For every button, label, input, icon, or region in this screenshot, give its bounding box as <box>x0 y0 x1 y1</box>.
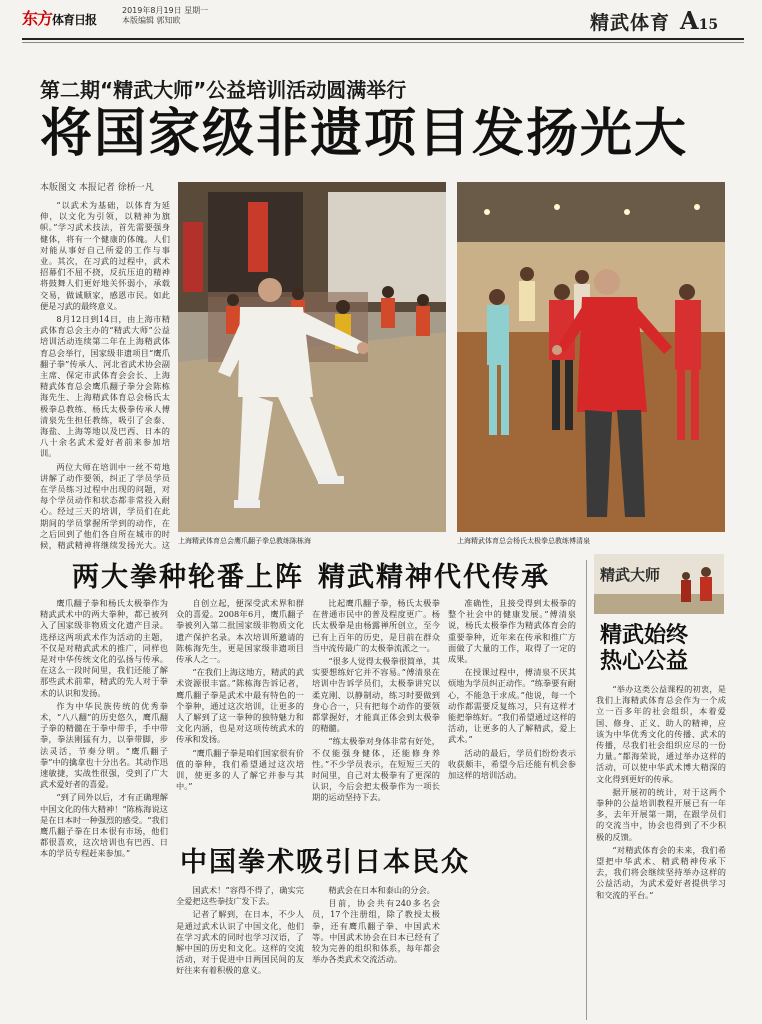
sidebar-divider <box>586 560 587 1020</box>
sidebar-logo-text: 精武大师 <box>600 566 661 584</box>
intro-paragraph: “以武术为基础，以体育为延伸，以文化为引领，以精神为旗帜。”学习武术技法，首先需要强身健体，将有一个健康的体魄。人们对能从事好自己所爱的工作与事业。其次，在习武的过程中，武术招幕们不屈不挠，反抗压迫的精神将鼓舞人们更好地关怀弱小，承载交易，做诚顺家，感恩市民。如此便是习武的最终意义。 <box>40 200 170 311</box>
paragraph: 鹰爪翻子拳和杨氏太极拳作为精武武术中的两大拳种，都已被列入了国家级非物质文化遗产目录。选择这两项武术作为活动的主题，不仅是对精武武术的推广，同样也是对中华传统文化的弘扬与传承。在这么一段时间里，我们还能了解那些武术前辈，精武的先人对于拳术的认识和发扬。 <box>40 598 168 698</box>
photo-fu-qingquan <box>457 182 725 532</box>
sidebar-logo-image <box>594 554 724 614</box>
intro-paragraph: 两位大师在培训中一丝不苟地讲解了动作要领，纠正了学员学员在学员练习过程中出现的问题，对每个学员动作和状态都非常投入耐心。经过三天的培训，学员们在此期间的学员掌握所学到的动作，在之后回到了他们各自所在城市的时候，精武精神将继续发扬光大。这 <box>40 461 170 550</box>
article-subhead: 第二期“精武大师”公益培训活动圆满举行 <box>40 78 407 102</box>
paragraph: 自创立起，便深受武术界和群众的喜爱。2008年6月，鹰爪翻子拳被列入第二批国家级非物质文化遗产保护名录。本次培训所邀请的陈栋海先生，更是国家级非遗项目传承人之一。 <box>176 598 304 665</box>
sidebar-heading-line2: 热心公益 <box>600 648 689 674</box>
section2-column-2 <box>312 885 440 1020</box>
paragraph: “在我们上海这地方，精武的武术资源很丰富。”陈栋海告诉记者，鹰爪翻子拳是武术中最有特色的一个拳种，通过这次培训，让更多的人了解到了这一拳种的独特魅力和文化内涵，也是对这项传统武术的传承和发扬。 <box>176 667 304 745</box>
paragraph: “举办这类公益课程的初衷，是我们上海精武体育总会作为一个成立一百多年的社会组织，本着爱国、修身、正义、助人的精神，应该为中华优秀文化的传播、武术的传播，尽我们社会组织应尽的一份力量。”都海荣说，通过举办这样的活动，可以使中华武术博大精深的文化得到更好的传承。 <box>596 684 726 784</box>
paragraph: “到了同外以后，才有正确理解中国文化的伟大精神！”陈栋海说这是在日本时一种强烈的感受。“我们鹰爪翻子拳在日本很有市场，他们都很喜欢，这次培训也有巴西、日本的学员专程赶来参加。” <box>40 792 168 859</box>
section1-column-3 <box>312 598 440 808</box>
paragraph: 据开展初的统计，对于这两个拳种的公益培训教程开展已有一年多，去年开展第一期，在跟学员们的交流当中，协会也得到了不少积极的反馈。 <box>596 786 726 842</box>
intro-column <box>40 200 170 550</box>
paragraph: “练太极拳对身体非常有好处，不仅能强身健体，还能修身养性。”不少学员表示，在短短三天的时间里，自己对太极拳有了更深的认识，今后会把太极拳作为一项长期的运动坚持下去。 <box>312 736 440 803</box>
section-title: 精武体育 <box>590 12 671 34</box>
paragraph: 作为中华民族传统的优秀拳术，“八八翻”的历史悠久，鹰爪翻子拳的精髓在于拳中带手，手中带拳，拳法刚猛有力，以拳带脚，步法灵活，节奏分明。“鹰爪翻子拳”中的擒拿也十分出名。其动作迅速敏捷，实战性很强，受到了广大武术爱好者的喜爱。 <box>40 700 168 790</box>
intro-paragraph: 8月12日到14日，由上海市精武体育总会主办的“精武大师”公益培训活动连续第二年在上海精武体育总会举行，国家级非遗项目“鹰爪翻子拳”传承人、河北省武术协会副主席、保定市武体育会会长、上海精武体育总会鹰爪翻子拳分会陈栋海先生、上海精武体育总会杨氏太极拳总教练、杨氏太极拳传承人傅清泉先生担任教练，吸引了会泰、海盐、上海等地以及巴西、日本的八十余名武术爱好者前来参加培训。 <box>40 314 170 459</box>
paragraph: “对精武体育会的未来，我们希望把中华武术、精武精神传承下去，我们将会继续坚持举办这样的公益活动，为武术爱好者提供学习和交流的平台。” <box>596 844 726 900</box>
paragraph: 准确性，且接受得到太极拳的整个社会中的健康发展。”傅清泉说，杨氏太极拳作为精武体育会的重要拳种，近年来在传承和推广方面做了大量的工作，取得了一定的成果。 <box>448 598 576 665</box>
paragraph: 在授课过程中，傅清泉不厌其烦地为学员纠正动作。“练拳要有耐心，不能急于求成。”他说，每一个动作都需要反复练习，只有这样才能把拳练好。“我们希望通过这样的活动，让更多的人了解精武，爱上武术。” <box>448 667 576 745</box>
masthead-rule-thin <box>22 42 744 43</box>
article-byline: 本版图文 本报记者 徐桥一凡 <box>40 183 154 193</box>
paragraph: 比起鹰爪翻子拳，杨氏太极拳在普通市民中的普及程度更广。杨氏太极拳是由杨露禅所创立，至今已有上百年的历史，是目前在群众当中流传最广的太极拳流派之一。 <box>312 598 440 653</box>
masthead-meta <box>122 6 208 26</box>
paragraph: “很多人觉得太极拳很简单，其实要想练好它并不容易。”傅清泉在培训中告诉学员们，太极拳讲究以柔克刚、以静制动，练习时要做到身心合一，只有把每个动作的要领都掌握好，才能真正体会到太极拳的精髓。 <box>312 656 440 734</box>
issue-date: 2019年8月19日 星期一 <box>122 6 209 15</box>
paragraph: 精武会在日本和泰山的分会。 <box>328 885 435 895</box>
photo1-caption: 上海精武体育总会鹰爪翻子拳总教练陈栋海 <box>178 537 311 545</box>
photo2-caption: 上海精武体育总会杨氏太极拳总教练傅清泉 <box>457 537 590 545</box>
paragraph: “鹰爪翻子拳是咱们国家很有价值的拳种，我们希望通过这次培训，使更多的人了解它并参与其中。” <box>176 747 304 792</box>
section1-column-1 <box>40 598 168 1023</box>
sidebar-heading <box>600 622 688 674</box>
masthead-rule <box>22 38 744 40</box>
photo-chen-donghai <box>178 182 446 532</box>
paragraph: 活动的最后，学员们纷纷表示收获颇丰，希望今后还能有机会参加这样的培训活动。 <box>448 747 576 781</box>
sidebar-heading-line1: 精武始终 <box>600 622 689 648</box>
section1-column-4 <box>448 598 576 1018</box>
paragraph: 目前，协会共有240多名会员，17个注册组，除了教授太极拳，还有鹰爪翻子拳、中国武术等。中国武术协会在日本已经有了较为完善的组织和体系，每年都会举办各类武术交流活动。 <box>312 898 440 965</box>
section2-heading: 中国拳术吸引日本民众 <box>180 847 470 878</box>
section1-heading-right: 精武精神代代传承 <box>318 562 550 593</box>
section1-heading-left: 两大拳种轮番上阵 <box>72 562 304 593</box>
section1-column-2 <box>176 598 304 808</box>
page-number: A15 <box>680 6 719 35</box>
section2-column-1 <box>176 885 304 1020</box>
article-headline: 将国家级非遗项目发扬光大 <box>40 103 689 164</box>
sidebar-column <box>596 684 726 1020</box>
page-editor: 本版编辑 郭知欧 <box>122 16 181 25</box>
paragraph: 国武术！”容得不得了，确实完全爱把这些拳技广发下去。 <box>176 885 304 907</box>
newspaper-logo: 东方体育日报 <box>22 9 97 28</box>
paragraph: 记者了解到，在日本，不少人是通过武术认识了中国文化，他们在学习武术的同时也学习汉语，了解中国的历史和文化。这样的交流活动，对于促进中日两国民间的友好往来有着积极的意义。 <box>176 909 304 976</box>
